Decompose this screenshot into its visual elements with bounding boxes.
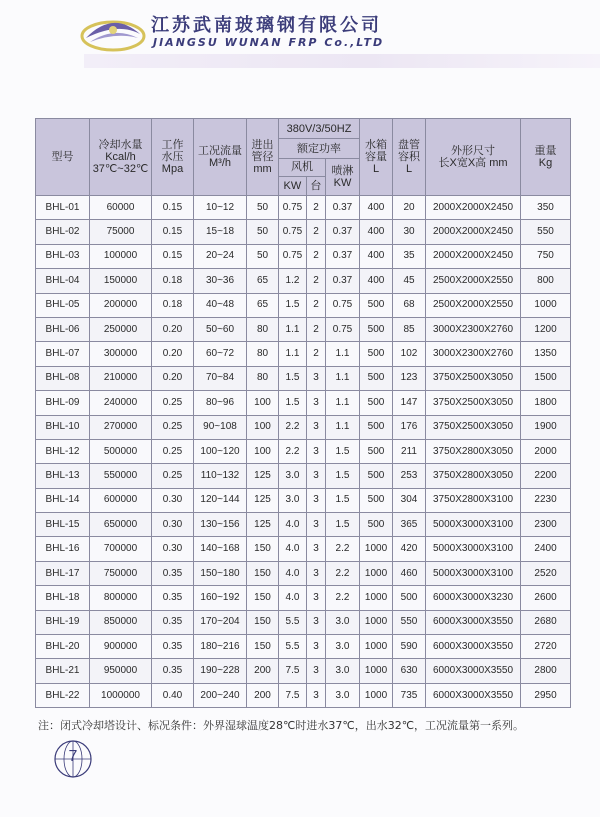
table-cell: 3750X2500X3050 <box>426 391 521 415</box>
table-cell: 500 <box>360 439 393 463</box>
table-cell: 1.1 <box>279 317 307 341</box>
table-cell: 3.0 <box>279 488 307 512</box>
table-cell: 0.75 <box>279 196 307 220</box>
table-cell: 0.15 <box>152 220 194 244</box>
table-row <box>36 659 571 683</box>
table-cell: 30 <box>393 220 426 244</box>
table-cell: 1.1 <box>326 415 360 439</box>
table-cell: 2000X2000X2450 <box>426 244 521 268</box>
table-cell: 600000 <box>90 488 152 512</box>
table-cell: 20 <box>393 196 426 220</box>
table-cell: 2 <box>307 220 326 244</box>
table-cell: 550000 <box>90 464 152 488</box>
table-cell: 1000000 <box>90 683 152 707</box>
table-cell: 200~240 <box>194 683 247 707</box>
table-cell: 1500 <box>521 366 571 390</box>
table-row <box>36 635 571 659</box>
table-cell: 0.35 <box>152 635 194 659</box>
header-fan <box>279 159 326 196</box>
table-cell: 1.5 <box>279 391 307 415</box>
table-cell: 80~96 <box>194 391 247 415</box>
table-cell: 500 <box>360 464 393 488</box>
table-cell: 2.2 <box>279 415 307 439</box>
table-cell: 0.35 <box>152 561 194 585</box>
table-cell: 20~24 <box>194 244 247 268</box>
table-cell: 0.40 <box>152 683 194 707</box>
table-cell: 3 <box>307 561 326 585</box>
table-cell: 0.25 <box>152 439 194 463</box>
table-cell: 5.5 <box>279 635 307 659</box>
table-cell: 2.2 <box>326 537 360 561</box>
table-cell: BHL-21 <box>36 659 90 683</box>
table-row <box>36 415 571 439</box>
company-logo-icon <box>78 8 148 56</box>
table-cell: 3750X2500X3050 <box>426 415 521 439</box>
table-cell: 2 <box>307 269 326 293</box>
table-row <box>36 439 571 463</box>
table-cell: 100 <box>247 415 279 439</box>
table-cell: 1200 <box>521 317 571 341</box>
table-cell: 150 <box>247 561 279 585</box>
table-row <box>36 586 571 610</box>
table-cell: 102 <box>393 342 426 366</box>
table-cell: 700000 <box>90 537 152 561</box>
table-cell: 60000 <box>90 196 152 220</box>
table-cell: BHL-10 <box>36 415 90 439</box>
header-spray: 喷淋 KW <box>326 159 360 196</box>
table-row <box>36 342 571 366</box>
table-cell: 500 <box>360 342 393 366</box>
table-row <box>36 488 571 512</box>
table-cell: 0.35 <box>152 586 194 610</box>
table-cell: 100 <box>247 439 279 463</box>
table-cell: 2 <box>307 244 326 268</box>
company-name-cn: 江苏武南玻璃钢有限公司 <box>151 15 382 36</box>
table-cell: 800 <box>521 269 571 293</box>
table-cell: BHL-05 <box>36 293 90 317</box>
table-cell: 0.37 <box>326 196 360 220</box>
table-cell: 350 <box>521 196 571 220</box>
header-rated-power: 额定功率 <box>279 139 360 159</box>
header-power-group: 380V/3/50HZ <box>279 119 360 139</box>
table-cell: 210000 <box>90 366 152 390</box>
table-cell: 3.0 <box>326 610 360 634</box>
table-cell: 0.30 <box>152 537 194 561</box>
table-cell: 0.15 <box>152 196 194 220</box>
table-cell: 2 <box>307 317 326 341</box>
table-cell: 3 <box>307 439 326 463</box>
table-cell: 200 <box>247 659 279 683</box>
table-cell: 850000 <box>90 610 152 634</box>
table-cell: 4.0 <box>279 537 307 561</box>
header-band <box>84 54 600 68</box>
table-cell: 100 <box>247 391 279 415</box>
table-cell: 65 <box>247 293 279 317</box>
table-cell: 150 <box>247 537 279 561</box>
table-cell: BHL-03 <box>36 244 90 268</box>
table-cell: 3 <box>307 513 326 537</box>
table-row <box>36 244 571 268</box>
table-cell: 125 <box>247 513 279 537</box>
table-cell: BHL-18 <box>36 586 90 610</box>
table-cell: 2500X2000X2550 <box>426 269 521 293</box>
table-cell: 15~18 <box>194 220 247 244</box>
table-cell: 270000 <box>90 415 152 439</box>
table-cell: 170~204 <box>194 610 247 634</box>
table-cell: 2 <box>307 196 326 220</box>
table-cell: BHL-12 <box>36 439 90 463</box>
table-cell: 0.18 <box>152 269 194 293</box>
table-cell: BHL-19 <box>36 610 90 634</box>
table-cell: 550 <box>393 610 426 634</box>
table-cell: 500 <box>393 586 426 610</box>
table-row <box>36 220 571 244</box>
table-cell: 6000X3000X3230 <box>426 586 521 610</box>
table-cell: 140~168 <box>194 537 247 561</box>
table-cell: 250000 <box>90 317 152 341</box>
table-cell: 0.30 <box>152 513 194 537</box>
table-cell: 2720 <box>521 635 571 659</box>
table-cell: 80 <box>247 342 279 366</box>
table-cell: 1000 <box>360 586 393 610</box>
table-cell: 630 <box>393 659 426 683</box>
table-cell: 160~192 <box>194 586 247 610</box>
table-cell: 900000 <box>90 635 152 659</box>
table-cell: 1350 <box>521 342 571 366</box>
table-cell: 3000X2300X2760 <box>426 317 521 341</box>
table-cell: 365 <box>393 513 426 537</box>
table-cell: BHL-06 <box>36 317 90 341</box>
table-cell: 950000 <box>90 659 152 683</box>
table-cell: 0.20 <box>152 317 194 341</box>
table-cell: 211 <box>393 439 426 463</box>
table-cell: 2 <box>307 293 326 317</box>
table-cell: 75000 <box>90 220 152 244</box>
table-cell: 500 <box>360 488 393 512</box>
table-cell: 180~216 <box>194 635 247 659</box>
table-cell: 3 <box>307 366 326 390</box>
table-row <box>36 391 571 415</box>
table-cell: 68 <box>393 293 426 317</box>
table-row <box>36 537 571 561</box>
table-cell: 3 <box>307 464 326 488</box>
table-cell: 2.2 <box>279 439 307 463</box>
header-tank: 水箱 容量 L <box>360 119 393 196</box>
header-fan-label: 风机 <box>279 159 325 177</box>
table-cell: 150 <box>247 586 279 610</box>
table-cell: 3000X2300X2760 <box>426 342 521 366</box>
table-cell: 500000 <box>90 439 152 463</box>
table-cell: 0.35 <box>152 659 194 683</box>
table-cell: 3 <box>307 415 326 439</box>
table-cell: 100000 <box>90 244 152 268</box>
table-cell: 3 <box>307 586 326 610</box>
table-cell: 420 <box>393 537 426 561</box>
table-row <box>36 269 571 293</box>
table-cell: 1.1 <box>326 366 360 390</box>
table-row <box>36 610 571 634</box>
table-row <box>36 561 571 585</box>
table-cell: 240000 <box>90 391 152 415</box>
table-cell: 123 <box>393 366 426 390</box>
table-row <box>36 683 571 707</box>
table-cell: 2950 <box>521 683 571 707</box>
table-cell: 0.25 <box>152 415 194 439</box>
table-cell: 35 <box>393 244 426 268</box>
table-cell: 1.1 <box>326 342 360 366</box>
table-cell: 6000X3000X3550 <box>426 635 521 659</box>
table-row <box>36 366 571 390</box>
table-cell: 253 <box>393 464 426 488</box>
table-cell: 6000X3000X3550 <box>426 683 521 707</box>
table-cell: 0.75 <box>326 293 360 317</box>
table-cell: 40~48 <box>194 293 247 317</box>
table-cell: 1000 <box>360 537 393 561</box>
table-cell: 3 <box>307 610 326 634</box>
table-cell: BHL-22 <box>36 683 90 707</box>
table-cell: 0.30 <box>152 488 194 512</box>
table-cell: 3750X2500X3050 <box>426 366 521 390</box>
header-dims: 外形尺寸 长X宽X高 mm <box>426 119 521 196</box>
table-cell: 4.0 <box>279 586 307 610</box>
spec-table-body <box>36 196 571 708</box>
table-cell: 1000 <box>360 659 393 683</box>
table-cell: 1.1 <box>279 342 307 366</box>
table-cell: 2800 <box>521 659 571 683</box>
table-cell: 120~144 <box>194 488 247 512</box>
table-cell: 1000 <box>360 635 393 659</box>
table-cell: 2000X2000X2450 <box>426 196 521 220</box>
table-cell: 5000X3000X3100 <box>426 537 521 561</box>
table-cell: 1.5 <box>326 464 360 488</box>
header-pipe: 进出 管径 mm <box>247 119 279 196</box>
table-cell: 5000X3000X3100 <box>426 561 521 585</box>
table-cell: 3 <box>307 659 326 683</box>
table-cell: 1.1 <box>326 391 360 415</box>
table-cell: 0.37 <box>326 220 360 244</box>
table-cell: 500 <box>360 513 393 537</box>
table-cell: 2400 <box>521 537 571 561</box>
table-row <box>36 196 571 220</box>
table-cell: 1.5 <box>279 366 307 390</box>
table-cell: 2680 <box>521 610 571 634</box>
table-cell: 650000 <box>90 513 152 537</box>
table-cell: 1.5 <box>326 513 360 537</box>
table-cell: 1800 <box>521 391 571 415</box>
table-cell: 500 <box>360 317 393 341</box>
table-cell: 6000X3000X3550 <box>426 659 521 683</box>
table-cell: 3.0 <box>326 659 360 683</box>
table-cell: 125 <box>247 464 279 488</box>
table-cell: 45 <box>393 269 426 293</box>
table-cell: 2300 <box>521 513 571 537</box>
table-cell: 2.2 <box>326 561 360 585</box>
table-cell: 30~36 <box>194 269 247 293</box>
table-cell: 2500X2000X2550 <box>426 293 521 317</box>
table-cell: 60~72 <box>194 342 247 366</box>
table-cell: BHL-01 <box>36 196 90 220</box>
table-cell: 2.2 <box>326 586 360 610</box>
table-cell: 735 <box>393 683 426 707</box>
table-cell: 304 <box>393 488 426 512</box>
table-cell: 2520 <box>521 561 571 585</box>
table-cell: 3 <box>307 635 326 659</box>
table-cell: 0.75 <box>279 244 307 268</box>
table-cell: 3 <box>307 391 326 415</box>
table-cell: 3 <box>307 683 326 707</box>
table-cell: 0.18 <box>152 293 194 317</box>
table-cell: 750 <box>521 244 571 268</box>
table-cell: 3750X2800X3050 <box>426 464 521 488</box>
table-cell: 0.25 <box>152 391 194 415</box>
table-cell: 0.37 <box>326 269 360 293</box>
table-cell: BHL-04 <box>36 269 90 293</box>
table-cell: 2000X2000X2450 <box>426 220 521 244</box>
table-row <box>36 464 571 488</box>
table-cell: 6000X3000X3550 <box>426 610 521 634</box>
table-cell: 500 <box>360 391 393 415</box>
page-number: 7 <box>68 748 78 765</box>
table-cell: BHL-13 <box>36 464 90 488</box>
table-cell: 0.25 <box>152 464 194 488</box>
table-cell: 3750X2800X3050 <box>426 439 521 463</box>
table-cell: 0.35 <box>152 610 194 634</box>
table-cell: 147 <box>393 391 426 415</box>
table-cell: 7.5 <box>279 683 307 707</box>
table-cell: 1000 <box>360 610 393 634</box>
table-cell: 0.37 <box>326 244 360 268</box>
table-cell: 200 <box>247 683 279 707</box>
table-cell: 4.0 <box>279 561 307 585</box>
table-cell: BHL-17 <box>36 561 90 585</box>
table-row <box>36 317 571 341</box>
table-cell: 550 <box>521 220 571 244</box>
table-cell: 1000 <box>360 561 393 585</box>
table-cell: 2600 <box>521 586 571 610</box>
table-cell: 65 <box>247 269 279 293</box>
table-cell: 3 <box>307 537 326 561</box>
table-cell: 0.75 <box>326 317 360 341</box>
table-row <box>36 513 571 537</box>
header-cooling: 冷却水量 Kcal/h 37℃~32℃ <box>90 119 152 196</box>
table-cell: BHL-20 <box>36 635 90 659</box>
header-weight: 重量 Kg <box>521 119 571 196</box>
table-cell: 4.0 <box>279 513 307 537</box>
table-cell: 300000 <box>90 342 152 366</box>
header-coil: 盘管 容积 L <box>393 119 426 196</box>
table-cell: 1.5 <box>326 488 360 512</box>
table-cell: 2200 <box>521 464 571 488</box>
table-cell: 2000 <box>521 439 571 463</box>
table-cell: 90~108 <box>194 415 247 439</box>
table-cell: BHL-09 <box>36 391 90 415</box>
table-cell: 0.15 <box>152 244 194 268</box>
table-cell: 125 <box>247 488 279 512</box>
table-cell: 500 <box>360 293 393 317</box>
table-cell: 100~120 <box>194 439 247 463</box>
table-cell: BHL-02 <box>36 220 90 244</box>
table-cell: 400 <box>360 244 393 268</box>
table-cell: 0.20 <box>152 366 194 390</box>
table-cell: 130~156 <box>194 513 247 537</box>
table-cell: 1.5 <box>279 293 307 317</box>
table-cell: BHL-16 <box>36 537 90 561</box>
table-cell: 3 <box>307 488 326 512</box>
company-name-en: JIANGSU WUNAN FRP Co.,LTD <box>153 36 385 49</box>
header-flow: 工况流量 M³/h <box>194 119 247 196</box>
table-cell: 590 <box>393 635 426 659</box>
table-cell: 50 <box>247 244 279 268</box>
table-cell: 400 <box>360 196 393 220</box>
table-cell: 7.5 <box>279 659 307 683</box>
spec-table <box>35 118 571 708</box>
table-cell: BHL-07 <box>36 342 90 366</box>
table-cell: 80 <box>247 317 279 341</box>
table-row <box>36 293 571 317</box>
table-cell: 800000 <box>90 586 152 610</box>
table-cell: 190~228 <box>194 659 247 683</box>
table-cell: BHL-15 <box>36 513 90 537</box>
table-cell: 150 <box>247 610 279 634</box>
table-cell: 200000 <box>90 293 152 317</box>
table-cell: 750000 <box>90 561 152 585</box>
table-cell: 400 <box>360 220 393 244</box>
header-fan-kw: KW <box>279 177 307 195</box>
table-cell: 2230 <box>521 488 571 512</box>
table-cell: 500 <box>360 415 393 439</box>
table-cell: 110~132 <box>194 464 247 488</box>
table-cell: 3.0 <box>326 635 360 659</box>
table-cell: 1000 <box>521 293 571 317</box>
table-cell: 5.5 <box>279 610 307 634</box>
table-cell: 150~180 <box>194 561 247 585</box>
table-cell: 10~12 <box>194 196 247 220</box>
table-cell: 1900 <box>521 415 571 439</box>
table-cell: 2 <box>307 342 326 366</box>
page-header <box>0 0 600 100</box>
table-cell: 3.0 <box>279 464 307 488</box>
table-cell: BHL-14 <box>36 488 90 512</box>
header-pressure: 工作 水压 Mpa <box>152 119 194 196</box>
table-cell: 400 <box>360 269 393 293</box>
table-cell: 50 <box>247 196 279 220</box>
table-cell: 0.20 <box>152 342 194 366</box>
table-cell: 50 <box>247 220 279 244</box>
table-cell: 1.2 <box>279 269 307 293</box>
table-cell: 1.5 <box>326 439 360 463</box>
table-cell: 150 <box>247 635 279 659</box>
table-cell: 85 <box>393 317 426 341</box>
table-cell: 1000 <box>360 683 393 707</box>
table-cell: 50~60 <box>194 317 247 341</box>
table-cell: 70~84 <box>194 366 247 390</box>
footnote: 注：闭式冷却塔设计、标况条件：外界湿球温度28℃时进水37℃，出水32℃，工况流量第一系列。 <box>38 719 525 732</box>
table-cell: 0.75 <box>279 220 307 244</box>
table-cell: 500 <box>360 366 393 390</box>
table-cell: 3.0 <box>326 683 360 707</box>
table-cell: BHL-08 <box>36 366 90 390</box>
table-cell: 3750X2800X3100 <box>426 488 521 512</box>
table-cell: 150000 <box>90 269 152 293</box>
header-model: 型号 <box>36 119 90 196</box>
table-cell: 460 <box>393 561 426 585</box>
header-fan-qty: 台 <box>310 180 322 192</box>
table-cell: 5000X3000X3100 <box>426 513 521 537</box>
table-cell: 80 <box>247 366 279 390</box>
table-cell: 176 <box>393 415 426 439</box>
